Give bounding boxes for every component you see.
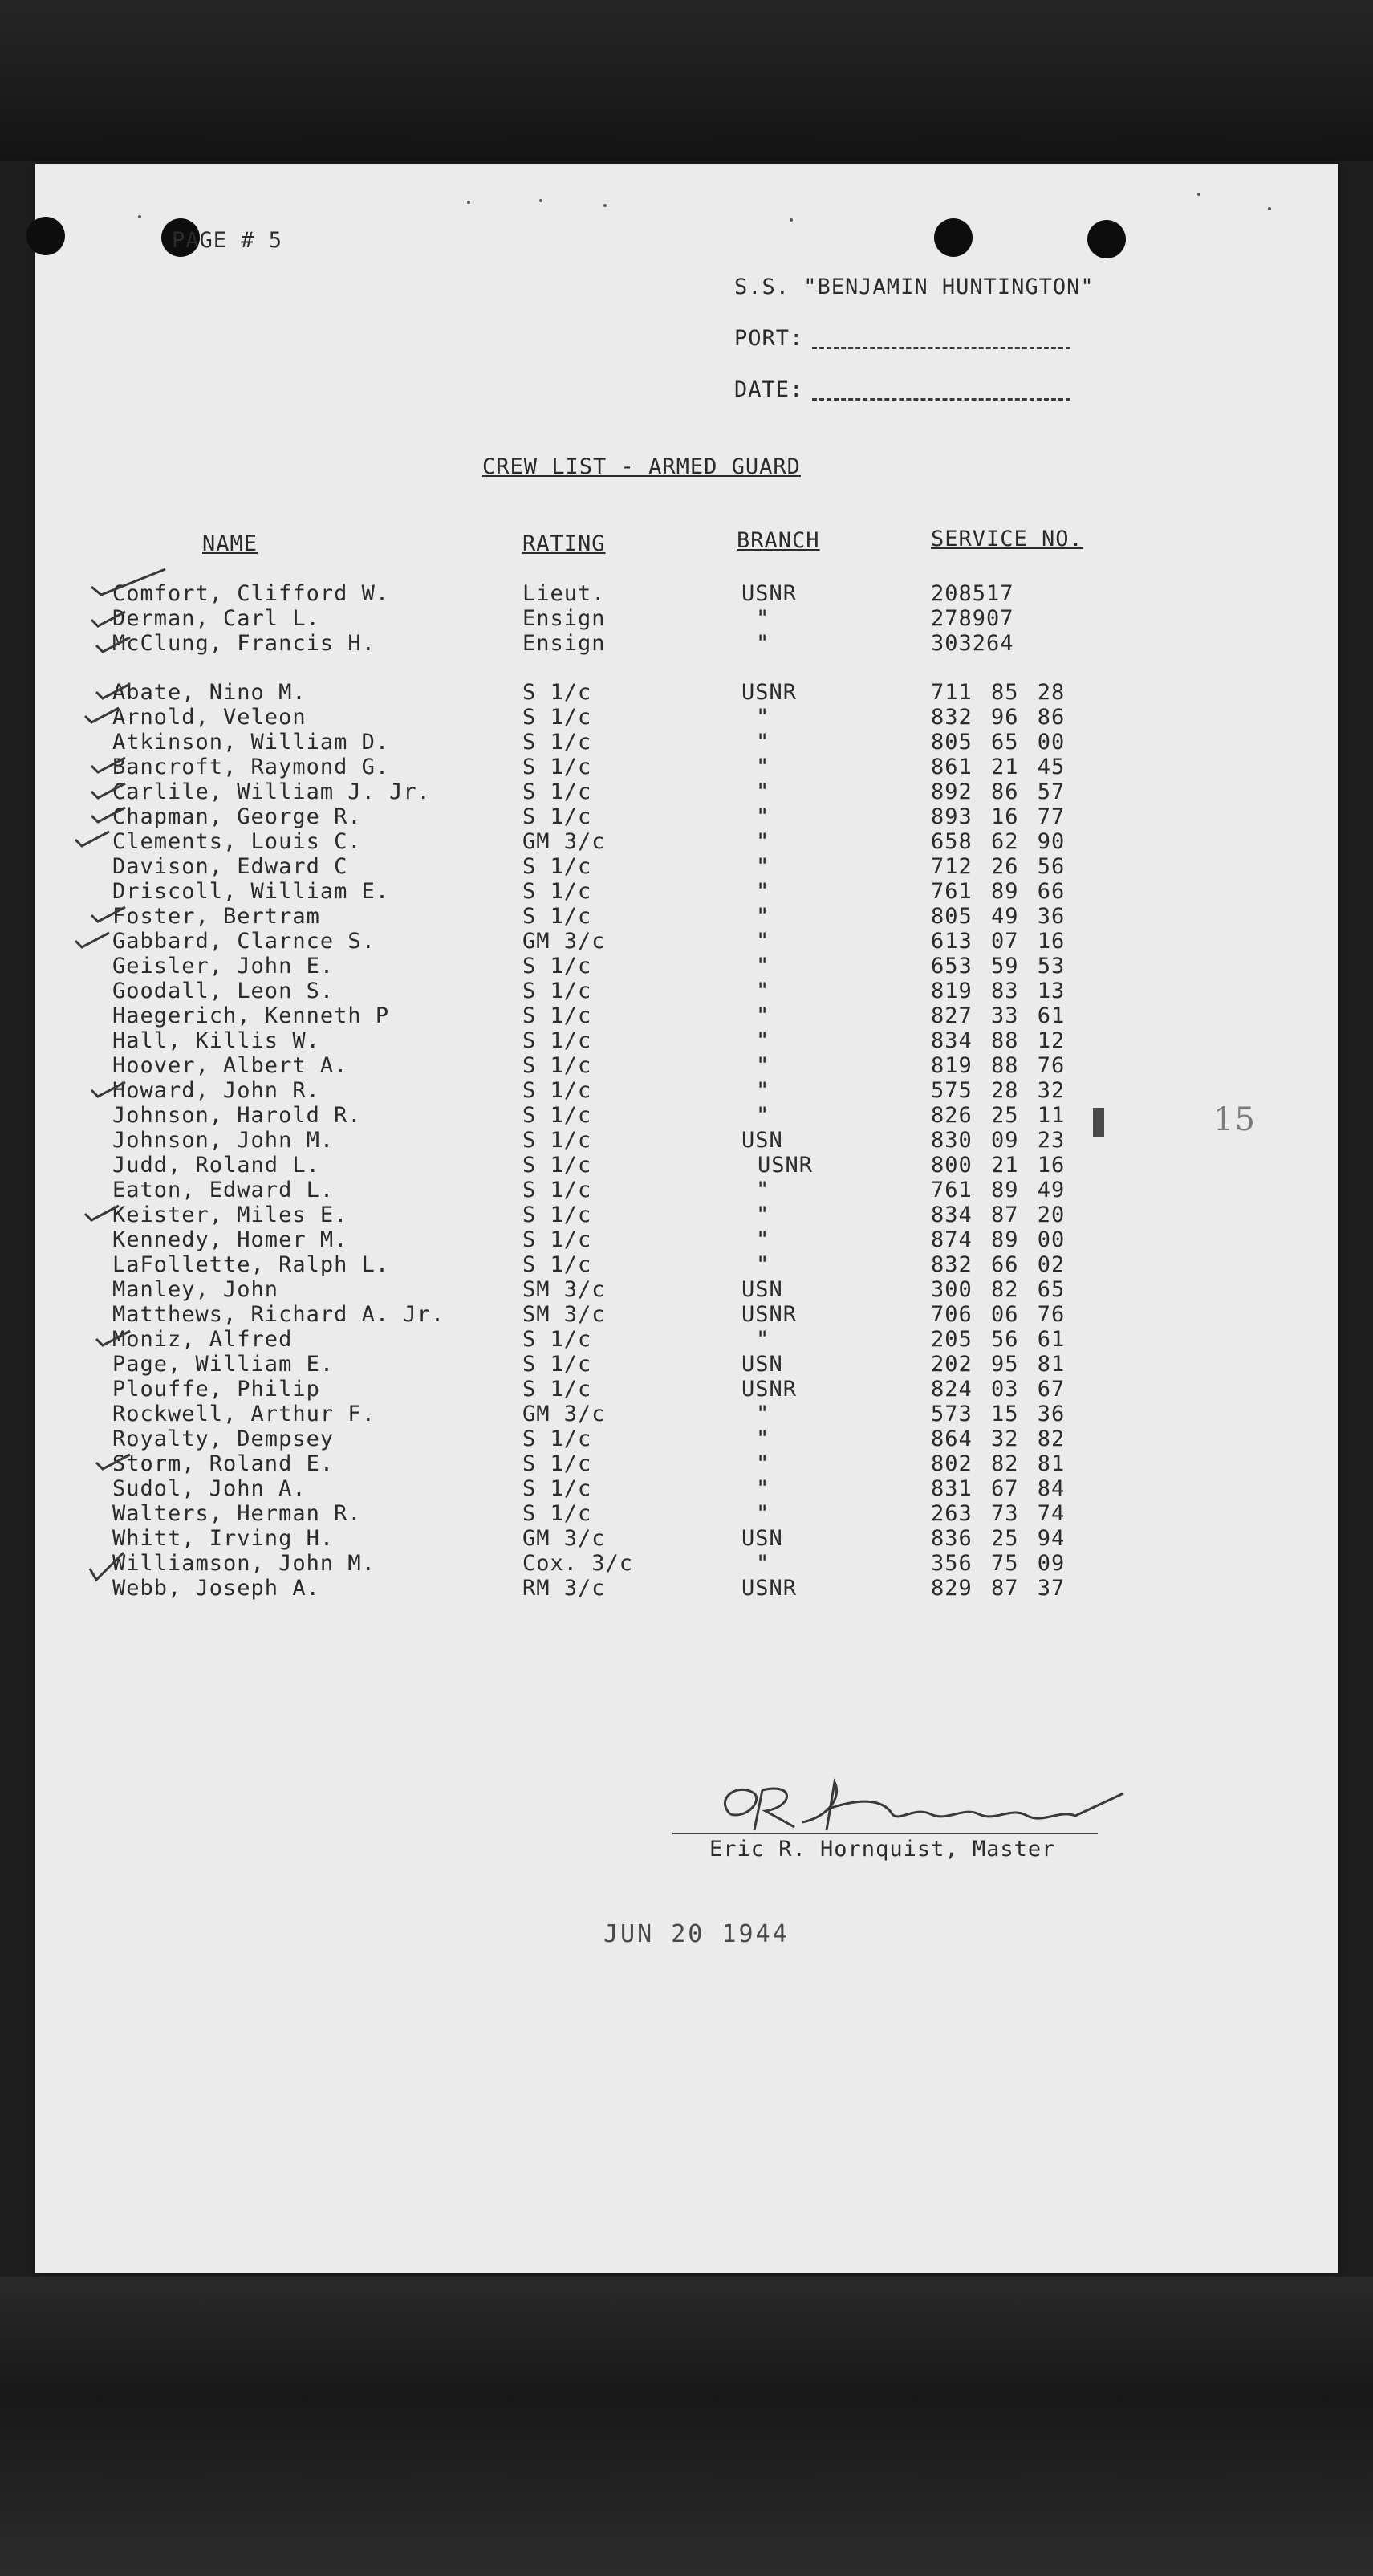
- crew-rating: GM 3/c: [522, 829, 606, 854]
- crew-rating: S 1/c: [522, 1003, 592, 1028]
- crew-row: [0, 1003, 1373, 1028]
- crew-name: Carlile, William J. Jr.: [112, 779, 431, 804]
- crew-service-no: 303264: [931, 631, 1014, 656]
- crew-service-no: 658 62 90: [931, 829, 1066, 854]
- crew-name: Hall, Killis W.: [112, 1028, 320, 1053]
- crew-rating: S 1/c: [522, 1128, 592, 1153]
- crew-name: Chapman, George R.: [112, 804, 362, 829]
- crew-name: Kennedy, Homer M.: [112, 1227, 348, 1252]
- crew-name: Hoover, Albert A.: [112, 1053, 348, 1078]
- dust-speck: [1268, 207, 1271, 210]
- crew-row: [0, 1501, 1373, 1526]
- crew-service-no: 819 88 76: [931, 1053, 1066, 1078]
- crew-service-no: 613 07 16: [931, 929, 1066, 954]
- crew-name: Goodall, Leon S.: [112, 979, 335, 1003]
- crew-rating: S 1/c: [522, 1203, 592, 1227]
- crew-name: Storm, Roland E.: [112, 1451, 335, 1476]
- check-mark: [90, 905, 127, 923]
- crew-row: [0, 1153, 1373, 1178]
- crew-branch: ": [756, 1551, 770, 1576]
- crew-row: [0, 1028, 1373, 1053]
- crew-row: [0, 1402, 1373, 1426]
- crew-name: Johnson, Harold R.: [112, 1103, 362, 1128]
- film-bottom-band: [0, 2277, 1373, 2576]
- check-mark: [83, 706, 120, 724]
- dust-speck: [1197, 193, 1200, 196]
- check-mark: [74, 931, 111, 949]
- crew-name: Page, William E.: [112, 1352, 335, 1377]
- crew-rating: S 1/c: [522, 1252, 592, 1277]
- crew-rating: S 1/c: [522, 730, 592, 755]
- crew-name: Howard, John R.: [112, 1078, 320, 1103]
- crew-name: Sudol, John A.: [112, 1476, 307, 1501]
- crew-rating: GM 3/c: [522, 929, 606, 954]
- crew-rating: RM 3/c: [522, 1576, 606, 1601]
- check-mark: [95, 1453, 132, 1471]
- crew-row: [0, 1203, 1373, 1227]
- crew-branch: ": [756, 730, 770, 755]
- crew-name: Derman, Carl L.: [112, 606, 320, 631]
- crew-name: Judd, Roland L.: [112, 1153, 320, 1178]
- crew-row: [0, 1078, 1373, 1103]
- date-fill-line: [812, 398, 1070, 401]
- crew-service-no: 653 59 53: [931, 954, 1066, 979]
- dust-speck: [138, 215, 141, 218]
- date-label: DATE:: [734, 377, 804, 402]
- crew-row: [0, 1551, 1373, 1576]
- crew-row: [0, 904, 1373, 929]
- crew-service-no: 819 83 13: [931, 979, 1066, 1003]
- crew-rating: S 1/c: [522, 1153, 592, 1178]
- crew-row: [0, 829, 1373, 854]
- crew-rating: SM 3/c: [522, 1302, 606, 1327]
- column-header-name: NAME: [202, 531, 258, 556]
- crew-row: [0, 1377, 1373, 1402]
- check-mark: [95, 1329, 132, 1347]
- officer-row: [0, 606, 1373, 631]
- crew-branch: ": [756, 631, 770, 656]
- crew-row: [0, 854, 1373, 879]
- crew-branch: ": [756, 1178, 770, 1203]
- crew-service-no: 205 56 61: [931, 1327, 1066, 1352]
- check-mark: [95, 682, 132, 700]
- crew-branch: USN: [741, 1277, 783, 1302]
- signature-image: [706, 1766, 1139, 1838]
- check-mark: [90, 782, 127, 800]
- crew-name: Foster, Bertram: [112, 904, 320, 929]
- crew-row: [0, 929, 1373, 954]
- crew-row: [0, 1227, 1373, 1252]
- crew-branch: ": [756, 779, 770, 804]
- crew-row: [0, 1178, 1373, 1203]
- dust-speck: [603, 204, 607, 207]
- crew-service-no: 831 67 84: [931, 1476, 1066, 1501]
- crew-rating: S 1/c: [522, 1501, 592, 1526]
- crew-name: Davison, Edward C: [112, 854, 348, 879]
- crew-service-no: 829 87 37: [931, 1576, 1066, 1601]
- crew-rating: S 1/c: [522, 954, 592, 979]
- crew-name: Gabbard, Clarnce S.: [112, 929, 376, 954]
- crew-name: Driscoll, William E.: [112, 879, 390, 904]
- crew-service-no: 824 03 67: [931, 1377, 1066, 1402]
- crew-name: Arnold, Veleon: [112, 705, 307, 730]
- crew-rating: Cox. 3/c: [522, 1551, 634, 1576]
- dust-speck: [539, 199, 542, 202]
- margin-page-number: 15: [1213, 1101, 1256, 1138]
- crew-rating: S 1/c: [522, 1053, 592, 1078]
- crew-rating: S 1/c: [522, 1227, 592, 1252]
- check-mark: [90, 756, 127, 774]
- crew-service-no: 802 82 81: [931, 1451, 1066, 1476]
- crew-name: Eaton, Edward L.: [112, 1178, 335, 1203]
- port-fill-line: [812, 347, 1070, 349]
- crew-service-no: 864 32 82: [931, 1426, 1066, 1451]
- crew-branch: ": [756, 954, 770, 979]
- page-label: PAGE # 5: [172, 228, 283, 253]
- margin-mark: [1093, 1108, 1104, 1137]
- dust-speck: [790, 218, 793, 222]
- crew-service-no: 874 89 00: [931, 1227, 1066, 1252]
- crew-branch: ": [756, 829, 770, 854]
- crew-service-no: 893 16 77: [931, 804, 1066, 829]
- crew-name: Abate, Nino M.: [112, 680, 307, 705]
- check-mark: [90, 1080, 127, 1098]
- crew-name: Whitt, Irving H.: [112, 1526, 335, 1551]
- dust-speck: [467, 201, 470, 204]
- crew-branch: ": [756, 755, 770, 779]
- crew-row: [0, 1252, 1373, 1277]
- crew-service-no: 202 95 81: [931, 1352, 1066, 1377]
- crew-rating: S 1/c: [522, 854, 592, 879]
- crew-service-no: 805 49 36: [931, 904, 1066, 929]
- crew-service-no: 832 66 02: [931, 1252, 1066, 1277]
- crew-service-no: 712 26 56: [931, 854, 1066, 879]
- crew-service-no: 892 86 57: [931, 779, 1066, 804]
- crew-row: [0, 1451, 1373, 1476]
- check-mark: [74, 830, 111, 848]
- crew-rating: GM 3/c: [522, 1402, 606, 1426]
- crew-row: [0, 954, 1373, 979]
- crew-service-no: 706 06 76: [931, 1302, 1066, 1327]
- crew-name: Clements, Louis C.: [112, 829, 362, 854]
- crew-rating: SM 3/c: [522, 1277, 606, 1302]
- crew-service-no: 575 28 32: [931, 1078, 1066, 1103]
- crew-name: Atkinson, William D.: [112, 730, 390, 755]
- crew-name: Manley, John: [112, 1277, 279, 1302]
- crew-branch: ": [756, 1327, 770, 1352]
- crew-branch: USNR: [741, 1377, 798, 1402]
- check-mark: [90, 806, 127, 824]
- crew-rating: S 1/c: [522, 1451, 592, 1476]
- crew-service-no: 761 89 49: [931, 1178, 1066, 1203]
- crew-branch: ": [756, 1053, 770, 1078]
- crew-rating: S 1/c: [522, 1078, 592, 1103]
- crew-name: Keister, Miles E.: [112, 1203, 348, 1227]
- crew-rating: Lieut.: [522, 581, 606, 606]
- signer-name: Eric R. Hornquist, Master: [709, 1837, 1056, 1862]
- crew-rating: S 1/c: [522, 1352, 592, 1377]
- signature-line: [672, 1833, 1098, 1834]
- crew-rating: S 1/c: [522, 1028, 592, 1053]
- crew-name: Royalty, Dempsey: [112, 1426, 335, 1451]
- crew-row: [0, 1576, 1373, 1601]
- crew-rating: S 1/c: [522, 1327, 592, 1352]
- column-header-rating: RATING: [522, 531, 606, 556]
- crew-branch: ": [756, 1501, 770, 1526]
- crew-row: [0, 1277, 1373, 1302]
- crew-branch: ": [756, 1103, 770, 1128]
- punch-hole-left-edge: [26, 217, 65, 255]
- crew-rating: S 1/c: [522, 879, 592, 904]
- crew-branch: USNR: [741, 680, 798, 705]
- crew-branch: ": [756, 1227, 770, 1252]
- crew-branch: ": [756, 1252, 770, 1277]
- crew-name: Moniz, Alfred: [112, 1327, 293, 1352]
- crew-branch: ": [756, 1078, 770, 1103]
- crew-branch: USNR: [741, 1576, 798, 1601]
- crew-branch: ": [756, 929, 770, 954]
- crew-branch: USN: [741, 1526, 783, 1551]
- port-label: PORT:: [734, 326, 804, 351]
- crew-branch: ": [756, 606, 770, 631]
- crew-service-no: 573 15 36: [931, 1402, 1066, 1426]
- crew-service-no: 826 25 11: [931, 1103, 1066, 1128]
- crew-name: Matthews, Richard A. Jr.: [112, 1302, 445, 1327]
- crew-row: [0, 1103, 1373, 1128]
- crew-name: Bancroft, Raymond G.: [112, 755, 390, 779]
- crew-service-no: 761 89 66: [931, 879, 1066, 904]
- crew-service-no: 832 96 86: [931, 705, 1066, 730]
- crew-name: Johnson, John M.: [112, 1128, 335, 1153]
- document-title: CREW LIST - ARMED GUARD: [482, 454, 801, 479]
- crew-branch: ": [756, 1476, 770, 1501]
- crew-row: [0, 705, 1373, 730]
- crew-branch: ": [756, 1426, 770, 1451]
- crew-row: [0, 879, 1373, 904]
- crew-branch: ": [756, 1451, 770, 1476]
- crew-service-no: 836 25 94: [931, 1526, 1066, 1551]
- film-top-band: [0, 0, 1373, 161]
- column-header-service-no: SERVICE NO.: [931, 527, 1083, 551]
- crew-rating: S 1/c: [522, 1426, 592, 1451]
- crew-rating: S 1/c: [522, 804, 592, 829]
- crew-service-no: 830 09 23: [931, 1128, 1066, 1153]
- crew-service-no: 800 21 16: [931, 1153, 1066, 1178]
- crew-branch: ": [756, 979, 770, 1003]
- crew-branch: USNR: [741, 1302, 798, 1327]
- crew-row: [0, 1526, 1373, 1551]
- crew-branch: ": [756, 705, 770, 730]
- crew-rating: S 1/c: [522, 1103, 592, 1128]
- crew-row: [0, 755, 1373, 779]
- crew-service-no: 263 73 74: [931, 1501, 1066, 1526]
- crew-row: [0, 1426, 1373, 1451]
- crew-name: Comfort, Clifford W.: [112, 581, 390, 606]
- date-stamp: JUN 20 1944: [603, 1920, 790, 1948]
- crew-name: Rockwell, Arthur F.: [112, 1402, 376, 1426]
- crew-rating: S 1/c: [522, 705, 592, 730]
- crew-row: [0, 1352, 1373, 1377]
- crew-name: Haegerich, Kenneth P: [112, 1003, 390, 1028]
- check-mark: [88, 566, 169, 598]
- crew-name: McClung, Francis H.: [112, 631, 376, 656]
- officer-row: [0, 581, 1373, 606]
- crew-branch: ": [756, 804, 770, 829]
- crew-row: [0, 730, 1373, 755]
- crew-rating: Ensign: [522, 606, 606, 631]
- crew-service-no: 834 87 20: [931, 1203, 1066, 1227]
- crew-branch: ": [756, 1203, 770, 1227]
- officer-row: [0, 631, 1373, 656]
- check-mark: [90, 610, 127, 628]
- crew-row: [0, 804, 1373, 829]
- crew-service-no: 278907: [931, 606, 1014, 631]
- crew-name: Williamson, John M.: [112, 1551, 376, 1576]
- crew-name: Walters, Herman R.: [112, 1501, 362, 1526]
- crew-branch: ": [756, 1402, 770, 1426]
- crew-row: [0, 979, 1373, 1003]
- crew-branch: USNR: [741, 581, 798, 606]
- crew-branch: ": [756, 854, 770, 879]
- check-mark: [87, 1551, 127, 1583]
- crew-rating: S 1/c: [522, 755, 592, 779]
- crew-service-no: 827 33 61: [931, 1003, 1066, 1028]
- crew-service-no: 805 65 00: [931, 730, 1066, 755]
- punch-hole-center: [934, 218, 973, 257]
- crew-name: Webb, Joseph A.: [112, 1576, 320, 1601]
- crew-branch: USN: [741, 1352, 783, 1377]
- check-mark: [83, 1204, 120, 1222]
- crew-row: [0, 1128, 1373, 1153]
- crew-service-no: 208517: [931, 581, 1014, 606]
- crew-service-no: 300 82 65: [931, 1277, 1066, 1302]
- crew-rating: Ensign: [522, 631, 606, 656]
- crew-rating: GM 3/c: [522, 1526, 606, 1551]
- crew-rating: S 1/c: [522, 680, 592, 705]
- crew-rating: S 1/c: [522, 779, 592, 804]
- crew-name: LaFollette, Ralph L.: [112, 1252, 390, 1277]
- crew-service-no: 356 75 09: [931, 1551, 1066, 1576]
- crew-branch: ": [756, 904, 770, 929]
- crew-branch: ": [756, 879, 770, 904]
- crew-service-no: 711 85 28: [931, 680, 1066, 705]
- crew-branch: ": [756, 1003, 770, 1028]
- crew-row: [0, 1327, 1373, 1352]
- crew-name: Plouffe, Philip: [112, 1377, 320, 1402]
- crew-branch: ": [756, 1028, 770, 1053]
- crew-row: [0, 1302, 1373, 1327]
- crew-rating: S 1/c: [522, 1377, 592, 1402]
- crew-row: [0, 779, 1373, 804]
- crew-service-no: 834 88 12: [931, 1028, 1066, 1053]
- punch-hole-right: [1087, 220, 1126, 258]
- crew-rating: S 1/c: [522, 979, 592, 1003]
- crew-rating: S 1/c: [522, 904, 592, 929]
- crew-branch: USNR: [758, 1153, 814, 1178]
- crew-name: Geisler, John E.: [112, 954, 335, 979]
- crew-branch: USN: [741, 1128, 783, 1153]
- crew-rating: S 1/c: [522, 1476, 592, 1501]
- crew-rating: S 1/c: [522, 1178, 592, 1203]
- crew-row: [0, 680, 1373, 705]
- column-header-branch: BRANCH: [737, 528, 820, 553]
- crew-row: [0, 1476, 1373, 1501]
- check-mark: [95, 636, 132, 653]
- crew-row: [0, 1053, 1373, 1078]
- crew-service-no: 861 21 45: [931, 755, 1066, 779]
- ship-name: S.S. "BENJAMIN HUNTINGTON": [734, 275, 1095, 299]
